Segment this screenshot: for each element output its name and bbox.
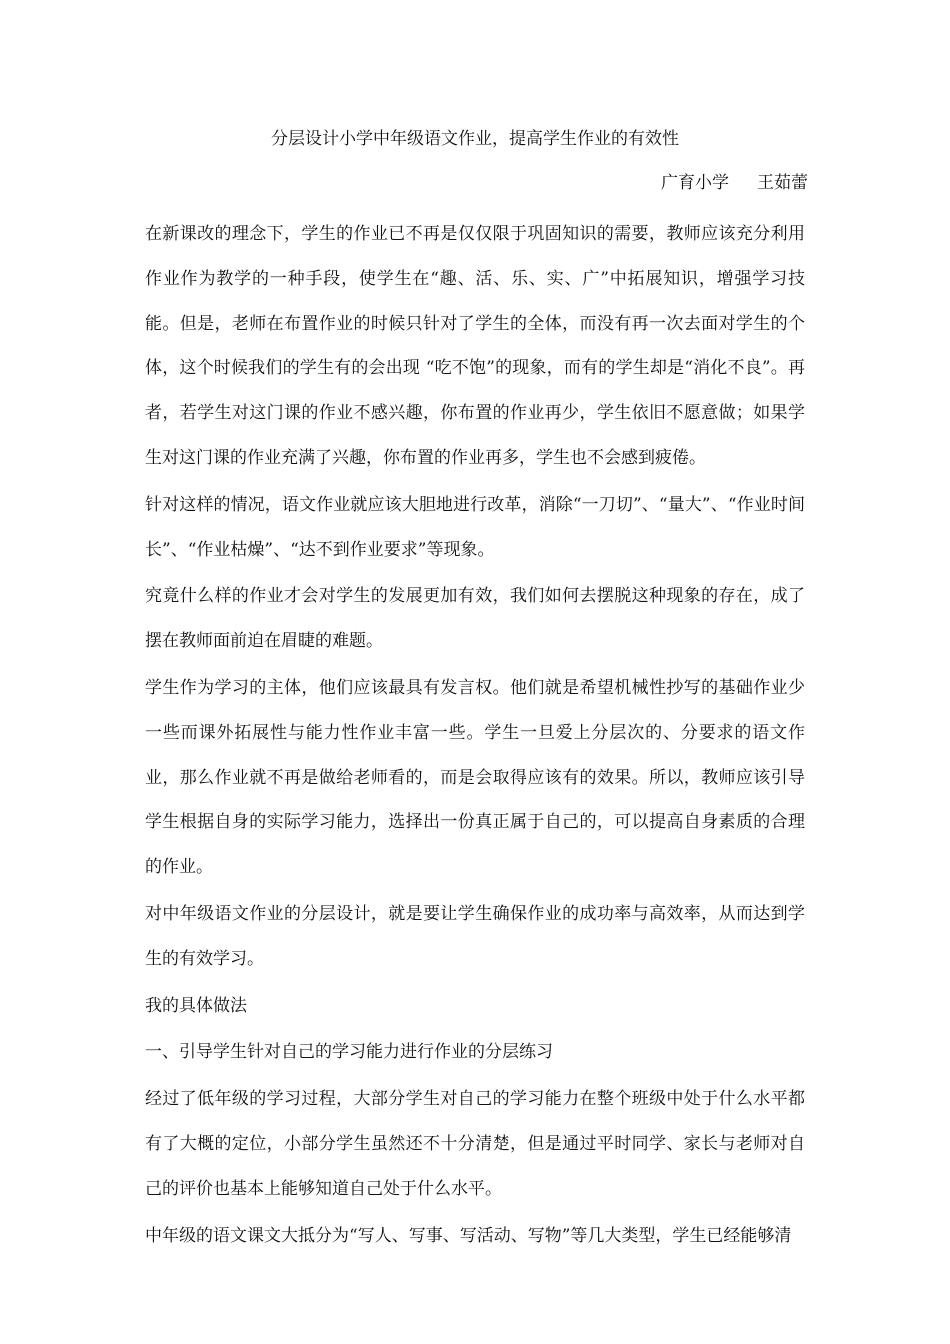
paragraph: 在新课改的理念下，学生的作业已不再是仅仅限于巩固知识的需要，教师应该充分利用作业作为教学的一种手段，使学生在“趣、活、乐、实、广”中拓展知识，增强学习技能。但是，老师在布置作业的时候只针对了学生的全体，而没有再一次去面对学生的个体，这个时候我们的学生有的会出现 “吃不饱”的现象，而有的学生却是“消化不良”。再者，若学生对这门课的作业不感兴趣，你布置的作业再少，学生依旧不愿意做；如果学生对这门课的作业充满了兴趣，你布置的作业再多，学生也不会感到疲倦。: [145, 224, 805, 468]
school-name: 广育小学: [661, 173, 729, 193]
author-name: 王茹蕾: [757, 173, 808, 193]
subsection-heading: 一、引导学生针对自己的学习能力进行作业的分层练习: [145, 1042, 553, 1063]
author-line: [661, 171, 808, 195]
paragraph: 经过了低年级的学习过程，大部分学生对自己的学习能力在整个班级中处于什么水平都有了大概的定位，小部分学生虽然还不十分清楚，但是通过平时同学、家长与老师对自己的评价也基本上能够知道自己处于什么水平。: [145, 1089, 805, 1199]
paragraph: 针对这样的情况，语文作业就应该大胆地进行改革，消除“一刀切”、“量大”、“作业时间长”、“作业枯燥”、“达不到作业要求”等现象。: [145, 494, 805, 560]
paragraph: 学生作为学习的主体，他们应该最具有发言权。他们就是希望机械性抄写的基础作业少一些而课外拓展性与能力性作业丰富一些。学生一旦爱上分层次的、分要求的语文作业，那么作业就不再是做给老师看的，而是会取得应该有的效果。所以，教师应该引导学生根据自身的实际学习能力，选择出一份真正属于自己的，可以提高自身素质的合理的作业。: [145, 677, 805, 878]
document-title: 分层设计小学中年级语文作业，提高学生作业的有效性: [271, 129, 679, 149]
document-body: [145, 212, 805, 1258]
section-heading: 我的具体做法: [145, 995, 247, 1016]
paragraph: 中年级的语文课文大抵分为“写人、写事、写活动、写物”等几大类型，学生已经能够清: [145, 1225, 792, 1246]
paragraph: 对中年级语文作业的分层设计，就是要让学生确保作业的成功率与高效率，从而达到学生的有效学习。: [145, 903, 805, 969]
paragraph: 究竟什么样的作业才会对学生的发展更加有效，我们如何去摆脱这种现象的存在，成了摆在教师面前迫在眉睫的难题。: [145, 586, 805, 652]
